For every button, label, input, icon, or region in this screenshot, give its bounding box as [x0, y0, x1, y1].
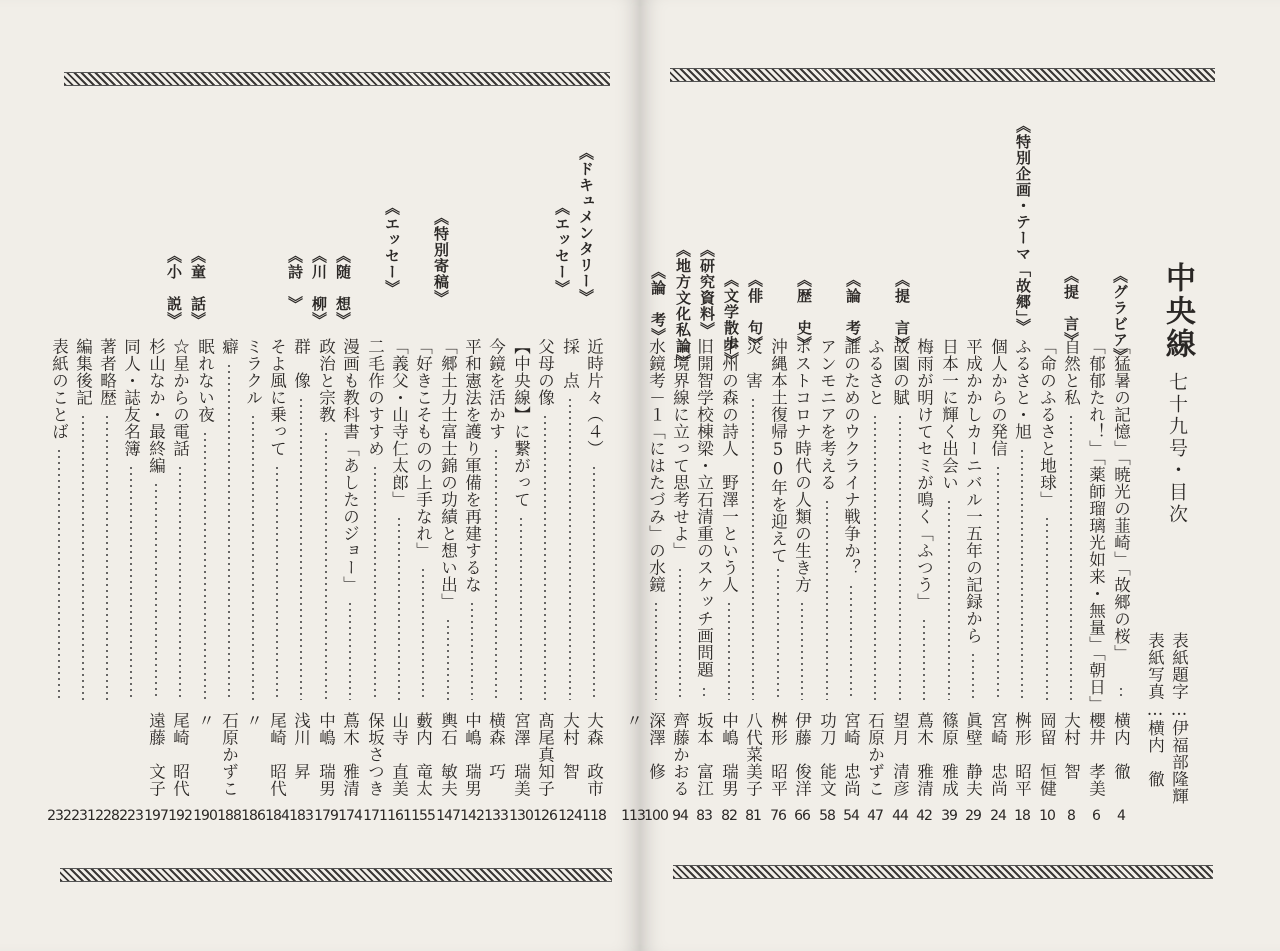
category-label: 《特別寄稿》	[432, 210, 450, 306]
entry-page-number: 155	[411, 808, 435, 824]
category-label: 《論 考》	[649, 264, 667, 344]
entry-author: 岡留 恒健	[1037, 712, 1057, 797]
leader-dots	[679, 567, 681, 700]
category-label: 《提 言》	[1062, 268, 1080, 348]
cover-credit-label: 表紙写真…	[1145, 632, 1165, 720]
entry-page-number: 76	[770, 808, 786, 824]
entry-author: 髙尾真知子	[535, 712, 555, 797]
entry-author: 石原かずこ	[865, 712, 885, 797]
entry-author: 深澤 修	[646, 712, 666, 780]
entry-title: 旧開智学校棟梁・立石清重のスケッチ画問題	[694, 338, 714, 678]
entry-page-number: 147	[436, 808, 460, 824]
entry-title: 二毛作のすすめ	[365, 338, 385, 457]
entry-author: 尾崎 昭代	[170, 712, 190, 797]
leader-dots	[703, 686, 705, 700]
entry-author: 山寺 直美	[389, 712, 409, 797]
top-border-band	[670, 68, 1215, 82]
entry-page-number: 39	[941, 808, 957, 824]
entry-author: 大村 智	[1061, 712, 1081, 780]
leader-dots	[179, 465, 181, 700]
entry-title: 甲州の森の詩人 野澤一という人	[719, 338, 739, 593]
entry-page-number: 183	[289, 808, 313, 824]
cover-credit	[1170, 632, 1187, 805]
entry-title: 近時片々（４）	[584, 338, 604, 457]
entry-title: ふるさと	[865, 338, 885, 406]
entry-page-number: 142	[460, 808, 484, 824]
entry-author: 中嶋 瑞男	[462, 712, 482, 797]
entry-author: 〃	[623, 712, 643, 729]
entry-page-number: 4	[1117, 808, 1125, 824]
entry-author: 桝形 昭平	[768, 712, 788, 797]
entry-page-number: 113	[621, 808, 645, 824]
leader-dots	[801, 601, 803, 700]
entry-page-number: 18	[1014, 808, 1030, 824]
entry-author: 坂本 富江	[694, 712, 714, 797]
entry-page-number: 232	[47, 808, 71, 824]
entry-author: 篠原 雅成	[939, 712, 959, 797]
entry-page-number: 24	[990, 808, 1006, 824]
entry-page-number: 83	[696, 808, 712, 824]
entry-page-number: 100	[644, 808, 668, 824]
leader-dots	[325, 431, 327, 700]
entry-page-number: 10	[1039, 808, 1055, 824]
entry-title: 父母の像	[535, 338, 555, 406]
leader-dots	[569, 397, 571, 700]
entry-author: 櫻井 孝美	[1086, 712, 1106, 797]
leader-dots	[398, 516, 400, 700]
entry-page-number: 197	[144, 808, 168, 824]
bottom-border-band	[673, 865, 1213, 879]
entry-title: 水鏡考－１「にはたづみ」の水鏡	[646, 338, 666, 593]
leader-dots	[997, 465, 999, 700]
category-label: 《特別企画・テーマ「故郷」》	[1014, 118, 1032, 335]
entry-author: 〃	[195, 712, 215, 729]
entry-author: 蔦木 雅清	[914, 712, 934, 797]
leader-dots	[300, 397, 302, 700]
leader-dots	[106, 414, 108, 700]
leader-dots	[1120, 686, 1122, 700]
entry-page-number: 186	[241, 808, 265, 824]
entry-author: 蔦木 雅清	[340, 712, 360, 797]
leader-dots	[1046, 516, 1048, 700]
leader-dots	[655, 601, 657, 700]
entry-title: 採 点	[560, 338, 580, 389]
entry-page-number: 174	[338, 808, 362, 824]
leader-dots	[58, 448, 60, 700]
entry-title: 同人・誌友名簿	[121, 338, 141, 457]
category-label: 《グラビア》	[1111, 268, 1129, 364]
leader-dots	[374, 465, 376, 700]
leader-dots	[826, 499, 828, 700]
entry-page-number: 228	[95, 808, 119, 824]
entry-author: 横森 巧	[486, 712, 506, 780]
entry-title: 「郁郁たれ！」「薬師瑠璃光如来・無量」「朝日」	[1086, 338, 1106, 713]
leader-dots	[349, 601, 351, 700]
leader-dots	[130, 465, 132, 700]
entry-author: 輿石 敏夫	[438, 712, 458, 797]
leader-dots	[204, 431, 206, 700]
category-label: 《詩 》	[286, 248, 304, 312]
entry-title: 今鏡を活かす	[486, 338, 506, 440]
category-label: 《川 柳》	[310, 248, 328, 328]
entry-title: 群 像	[291, 338, 311, 389]
category-label: 《小 説》	[165, 248, 183, 328]
entry-title: 「猛暑の記憶」「暁光の韮崎」「故郷の桜」	[1111, 338, 1131, 662]
magazine-title: 中央線	[1160, 262, 1195, 361]
leader-dots	[82, 414, 84, 700]
entry-page-number: 82	[721, 808, 737, 824]
entry-page-number: 184	[265, 808, 289, 824]
entry-author: 遠藤 文子	[146, 712, 166, 797]
entry-author: 宮崎 忠尚	[988, 712, 1008, 797]
cover-credit-name: 伊福部隆輝	[1169, 719, 1189, 805]
top-border-band	[64, 72, 610, 86]
entry-title: 「好きこそものの上手なれ」	[413, 338, 433, 559]
leader-dots	[1021, 448, 1023, 700]
leader-dots	[520, 516, 522, 700]
leader-dots	[447, 618, 449, 700]
category-label: 《随 想》	[334, 248, 352, 328]
entry-author: 宮崎 忠尚	[841, 712, 861, 797]
entry-author: 大森 政市	[584, 712, 604, 797]
category-label: 《論 考》	[844, 272, 862, 352]
entry-page-number: 130	[509, 808, 533, 824]
entry-author: 眞壁 静夫	[963, 712, 983, 797]
entry-title: ふるさと・旭	[1012, 338, 1032, 440]
entry-page-number: 223	[119, 808, 143, 824]
leader-dots	[948, 499, 950, 700]
leader-dots	[252, 414, 254, 700]
entry-title: 表紙のことば	[49, 338, 69, 440]
entry-title: 故園の賦	[890, 338, 910, 406]
entry-title: ポストコロナ時代の人類の生き方	[792, 338, 812, 593]
leader-dots	[471, 601, 473, 700]
entry-title: 「境界線に立って思考せよ」	[670, 338, 690, 559]
entry-author: 保坂さつき	[365, 712, 385, 797]
leader-dots	[422, 567, 424, 700]
entry-author: 尾崎 昭代	[267, 712, 287, 797]
entry-title: 漫画も教科書「あしたのジョー」	[340, 338, 360, 593]
bottom-border-band	[60, 868, 612, 882]
entry-page-number: 133	[484, 808, 508, 824]
entry-title: 「命のふるさと地球」	[1037, 338, 1057, 508]
category-label: 《提 言》	[893, 272, 911, 352]
entry-title: 杉山なか・最終編	[146, 338, 166, 474]
entry-title: 眠れない夜	[195, 338, 215, 423]
cover-credit-label: 表紙題字…	[1169, 632, 1189, 720]
entry-title: 政治と宗教	[316, 338, 336, 423]
entry-page-number: 161	[387, 808, 411, 824]
entry-page-number: 192	[168, 808, 192, 824]
entry-title: 癖	[219, 338, 239, 355]
entry-title: 編集後記	[73, 338, 93, 406]
leader-dots	[276, 465, 278, 700]
entry-page-number: 8	[1067, 808, 1075, 824]
category-label: 《地方文化私論》	[674, 242, 692, 370]
entry-author: 横内 徹	[1111, 712, 1131, 780]
entry-title: 誰のためのウクライナ戦争か？	[841, 338, 861, 576]
category-label: 《歴 史》	[795, 272, 813, 352]
entry-title: ☆星からの電話	[170, 338, 190, 457]
leader-dots	[155, 482, 157, 700]
issue-label: 七十九号・目次	[1166, 372, 1188, 526]
entry-author: 藪内 竜太	[413, 712, 433, 797]
category-label: 《エッセー》	[383, 200, 401, 296]
entry-page-number: 188	[217, 808, 241, 824]
category-label: 《ドキュメンタリー》	[577, 145, 595, 305]
leader-dots	[899, 414, 901, 700]
entry-page-number: 171	[363, 808, 387, 824]
entry-title: そよ風に乗って	[267, 338, 287, 457]
entry-title: 著者略歴	[97, 338, 117, 406]
leader-dots	[228, 363, 230, 700]
entry-page-number: 58	[819, 808, 835, 824]
entry-page-number: 231	[71, 808, 95, 824]
leader-dots	[850, 584, 852, 700]
category-label: 《エッセー》	[553, 200, 571, 296]
entry-page-number: 124	[558, 808, 582, 824]
entry-title: 災 害	[743, 338, 763, 389]
leader-dots	[1070, 414, 1072, 700]
entry-page-number: 47	[867, 808, 883, 824]
entry-author: 中嶋 瑞男	[719, 712, 739, 797]
leader-dots	[874, 414, 876, 700]
entry-title: ミラクル	[243, 338, 263, 406]
entry-page-number: 6	[1092, 808, 1100, 824]
entry-author: 大村 智	[560, 712, 580, 780]
entry-title: 梅雨が明けてセミが鳴く「ふつう」	[914, 338, 934, 610]
category-label: 《俳 句》	[746, 272, 764, 352]
entry-page-number: 42	[916, 808, 932, 824]
entry-author: 浅川 昇	[291, 712, 311, 780]
cover-credit	[1146, 632, 1163, 788]
leader-dots	[923, 618, 925, 700]
entry-title: 個人からの発信	[988, 338, 1008, 457]
entry-page-number: 29	[965, 808, 981, 824]
entry-page-number: 54	[843, 808, 859, 824]
entry-author: 〃	[243, 712, 263, 729]
entry-page-number: 66	[794, 808, 810, 824]
entry-page-number: 126	[533, 808, 557, 824]
entry-page-number: 44	[892, 808, 908, 824]
entry-page-number: 81	[745, 808, 761, 824]
leader-dots	[752, 397, 754, 700]
leader-dots	[495, 448, 497, 700]
leader-dots	[777, 567, 779, 700]
entry-title: アンモニアを考える	[817, 338, 837, 491]
entry-author: 桝形 昭平	[1012, 712, 1032, 797]
entry-title: 平成かかしカーニバル一五年の記録から	[963, 338, 983, 644]
category-label: 《童 話》	[189, 248, 207, 328]
entry-author: 功刀 能文	[817, 712, 837, 797]
category-label: 《文学散歩》	[722, 272, 740, 368]
entry-title: 日本一に輝く出会い	[939, 338, 959, 491]
category-label: 《研究資料》	[698, 242, 716, 338]
entry-title: 自然と私	[1061, 338, 1081, 406]
entry-title: 【中央線】に繋がって	[511, 338, 531, 508]
entry-title: 沖縄本土復帰50年を迎えて	[768, 338, 788, 564]
entry-author: 八代菜美子	[743, 712, 763, 797]
entry-author: 望月 清彦	[890, 712, 910, 797]
leader-dots	[972, 652, 974, 700]
entry-author: 伊藤 俊洋	[792, 712, 812, 797]
entry-author: 石原かずこ	[219, 712, 239, 797]
cover-credit-name: 横内 徹	[1145, 719, 1165, 788]
leader-dots	[544, 414, 546, 700]
entry-author: 中嶋 瑞男	[316, 712, 336, 797]
entry-title: 「郷土力士富士錦の功績と想い出」	[438, 338, 458, 610]
right-page	[621, 0, 1280, 951]
entry-page-number: 118	[582, 808, 606, 824]
entry-page-number: 94	[672, 808, 688, 824]
entry-author: 宮澤 瑞美	[511, 712, 531, 797]
entry-author: 齊藤かおる	[670, 712, 690, 797]
entry-page-number: 190	[193, 808, 217, 824]
entry-title: 「義父・山寺仁太郎」	[389, 338, 409, 508]
entry-page-number: 179	[314, 808, 338, 824]
leader-dots	[728, 601, 730, 700]
entry-title: 平和憲法を護り軍備を再建するな	[462, 338, 482, 593]
leader-dots	[593, 465, 595, 700]
